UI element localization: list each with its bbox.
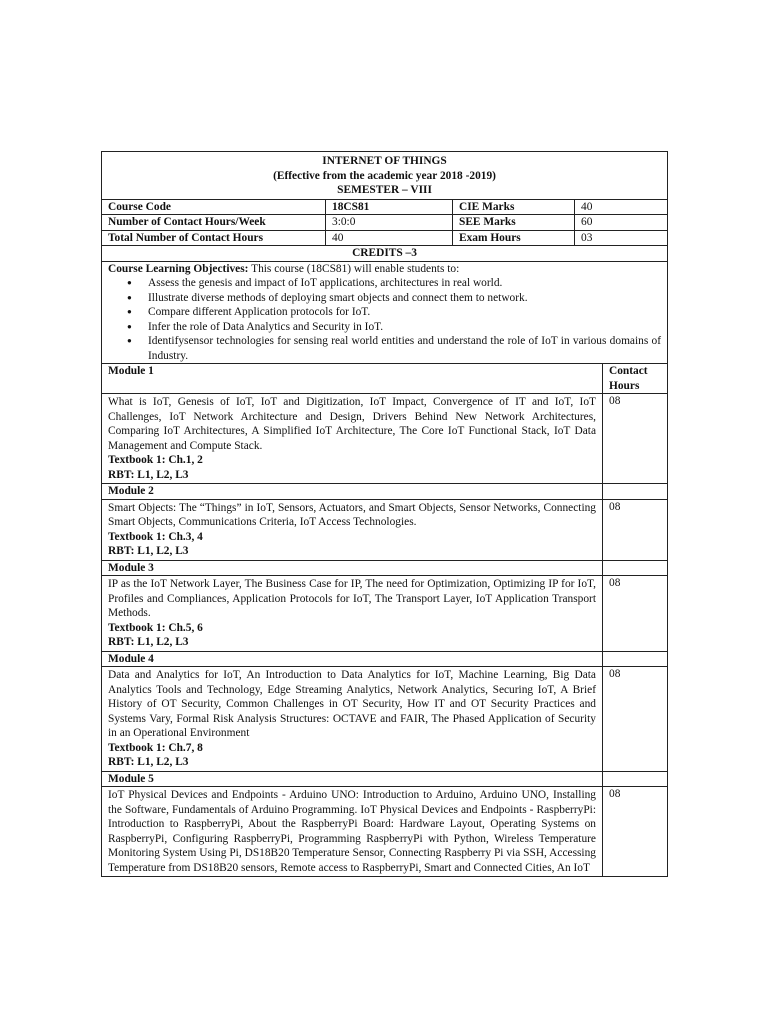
detail-value2: 40 bbox=[575, 199, 668, 215]
detail-row bbox=[102, 230, 668, 246]
title-row bbox=[102, 152, 668, 200]
module-body bbox=[102, 787, 603, 877]
objective-item: ● Assess the genesis and impact of IoT applications, architectures in real world. bbox=[148, 276, 661, 291]
contact-hours-header: Contact Hours bbox=[603, 364, 668, 394]
objective-item: ● Compare different Application protocols for IoT. bbox=[148, 305, 661, 320]
module-rbt: RBT: L1, L2, L3 bbox=[108, 468, 189, 481]
module-content: What is IoT, Genesis of IoT, IoT and Digitization, IoT Impact, Convergence of IT and IoT, IoT Challenges, IoT Network Architecture and Design, Drivers Behind New Network Architectures, Comparing IoT Architectures, A Simplified IoT Architecture, The Core IoT Functional Stack, IoT Data Management and Compute Stack. bbox=[108, 396, 596, 452]
detail-label2: CIE Marks bbox=[453, 199, 575, 215]
objectives-list bbox=[108, 276, 661, 363]
module-textbook: Textbook 1: Ch.5, 6 bbox=[108, 621, 203, 634]
module-hours: 08 bbox=[603, 667, 668, 772]
module-header-row bbox=[102, 364, 668, 394]
module-content: IoT Physical Devices and Endpoints - Arduino UNO: Introduction to Arduino, Arduino UNO, Installing the Software, Fundamentals of Arduino Programming. IoT Physical Devices and Endpoints - RaspberryPi: Introduction to RaspberryPi, About the RaspberryPi Board: Hardware Layout, Operating Systems on RaspberryPi, Configuring RaspberryPi, Programming RaspberryPi with Python, Wireless Temperature Monitoring System Using Pi, DS18B20 Temperature Sensor, Connecting Raspberry Pi via SSH, Accessing Temperature from DS18B20 sensors, Remote access to RaspberryPi, Smart and Connected Cities, An IoT bbox=[108, 789, 596, 874]
module-body-row bbox=[102, 576, 668, 652]
module-title: Module 5 bbox=[102, 771, 603, 787]
detail-value: 40 bbox=[326, 230, 453, 246]
course-title: INTERNET OF THINGS bbox=[322, 155, 447, 167]
module-header-row bbox=[102, 560, 668, 576]
module-body bbox=[102, 499, 603, 560]
module-body-row bbox=[102, 787, 668, 877]
module-hours: 08 bbox=[603, 394, 668, 484]
module-hours: 08 bbox=[603, 576, 668, 652]
objective-item: ● Identifysensor technologies for sensing real world entities and understand the role of IoT in various domains of Industry. bbox=[148, 334, 661, 363]
detail-label: Course Code bbox=[102, 199, 326, 215]
semester: SEMESTER – VIII bbox=[337, 184, 432, 196]
detail-row bbox=[102, 215, 668, 231]
module-content: Smart Objects: The “Things” in IoT, Sensors, Actuators, and Smart Objects, Sensor Networks, Connecting Smart Objects, Communications Criteria, IoT Access Technologies. bbox=[108, 501, 596, 528]
objectives-intro: This course (18CS81) will enable students to: bbox=[248, 262, 460, 275]
detail-label: Number of Contact Hours/Week bbox=[102, 215, 326, 231]
detail-label2: SEE Marks bbox=[453, 215, 575, 231]
objectives-label: Course Learning Objectives: bbox=[108, 262, 249, 275]
module-title: Module 3 bbox=[102, 560, 603, 576]
syllabus-table bbox=[101, 151, 668, 877]
syllabus-page bbox=[101, 151, 667, 877]
module-textbook: Textbook 1: Ch.3, 4 bbox=[108, 530, 203, 543]
module-rbt: RBT: L1, L2, L3 bbox=[108, 636, 189, 648]
objective-item: ● Infer the role of Data Analytics and Security in IoT. bbox=[148, 320, 661, 335]
module-content: Data and Analytics for IoT, An Introduction to Data Analytics for IoT, Machine Learning, Big Data Analytics Tools and Technology, Edge Streaming Analytics, Network Analytics, Securing IoT, A Brief History of OT Security, Common Challenges in OT Security, How IT and OT Security Practices and Systems Vary, Formal Risk Analysis Structures: OCTAVE and FAIR, The Phased Application of Security in an Operational Environment bbox=[108, 669, 596, 739]
detail-value: 18CS81 bbox=[326, 199, 453, 215]
module-header-spacer bbox=[603, 651, 668, 667]
module-header-spacer bbox=[603, 560, 668, 576]
module-body bbox=[102, 394, 603, 484]
objectives-row bbox=[102, 261, 668, 364]
objective-item: ● Illustrate diverse methods of deploying smart objects and connect them to network. bbox=[148, 291, 661, 306]
detail-label: Total Number of Contact Hours bbox=[102, 230, 326, 246]
module-body bbox=[102, 576, 603, 652]
module-content: IP as the IoT Network Layer, The Business Case for IP, The need for Optimization, Optimizing IP for IoT, Profiles and Compliances, Application Protocols for IoT, The Transport Layer, IoT Application Transport Methods. bbox=[108, 578, 596, 619]
module-body-row bbox=[102, 499, 668, 560]
module-body bbox=[102, 667, 603, 772]
module-hours: 08 bbox=[603, 499, 668, 560]
detail-value2: 03 bbox=[575, 230, 668, 246]
effective-year: (Effective from the academic year 2018 -2019) bbox=[273, 169, 496, 182]
detail-label2: Exam Hours bbox=[453, 230, 575, 246]
objectives-cell bbox=[102, 261, 668, 364]
course-title-block bbox=[102, 152, 668, 200]
module-title: Module 1 bbox=[102, 364, 603, 394]
module-rbt: RBT: L1, L2, L3 bbox=[108, 756, 189, 768]
module-header-row bbox=[102, 651, 668, 667]
detail-value: 3:0:0 bbox=[326, 215, 453, 231]
detail-row bbox=[102, 199, 668, 215]
module-title: Module 2 bbox=[102, 484, 603, 500]
module-textbook: Textbook 1: Ch.7, 8 bbox=[108, 741, 203, 754]
module-rbt: RBT: L1, L2, L3 bbox=[108, 545, 189, 557]
module-hours: 08 bbox=[603, 787, 668, 877]
objectives-heading bbox=[108, 262, 661, 277]
module-textbook: Textbook 1: Ch.1, 2 bbox=[108, 454, 203, 466]
module-header-spacer bbox=[603, 484, 668, 500]
credits-row bbox=[102, 246, 668, 262]
module-title: Module 4 bbox=[102, 651, 603, 667]
module-header-spacer bbox=[603, 771, 668, 787]
module-body-row bbox=[102, 394, 668, 484]
credits: CREDITS –3 bbox=[102, 246, 668, 262]
module-body-row bbox=[102, 667, 668, 772]
module-header-row bbox=[102, 771, 668, 787]
module-header-row bbox=[102, 484, 668, 500]
detail-value2: 60 bbox=[575, 215, 668, 231]
